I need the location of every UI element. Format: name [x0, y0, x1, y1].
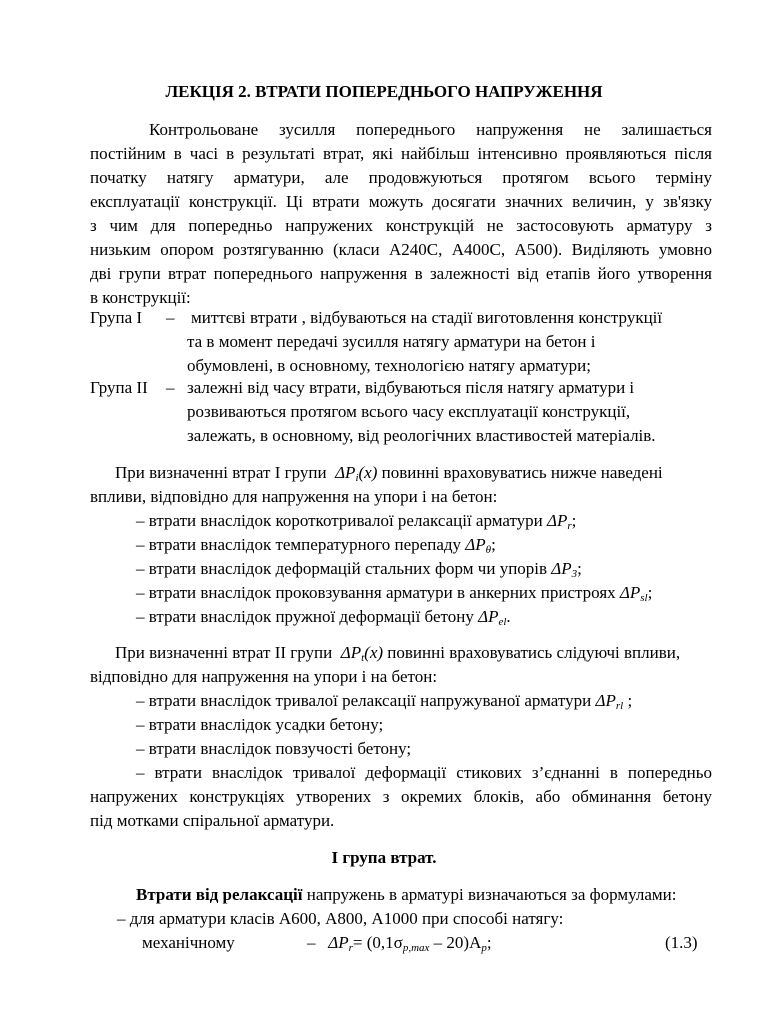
loss-item-subscript: 3: [571, 568, 578, 580]
formula-subscript: r: [348, 942, 353, 954]
delta-p-subscript: t: [361, 652, 365, 664]
group-1-label: Група I: [90, 308, 143, 327]
delta-p-symbol: ΔP: [335, 463, 356, 482]
group-2-text: розвиваються протягом всього часу експлуатації конструкції,: [187, 402, 631, 421]
loss-item-text: – втрати внаслідок короткотривалої релаксації арматури: [136, 511, 548, 530]
loss-list-item-cont: під мотками спіральної арматури.: [90, 811, 335, 830]
relax-method-label: механічному: [142, 933, 235, 952]
formula-subscript: p: [481, 942, 487, 954]
group-2-label: Група II: [90, 378, 148, 397]
group2-intro-line: [115, 641, 680, 665]
group1-intro-line: [115, 461, 663, 485]
intro-line: експлуатації конструкції. Ці втрати можуть досягати значних величин, у зв'язку: [90, 192, 712, 211]
group1-intro-text: повинні враховуватись нижче наведені: [381, 463, 663, 482]
loss-item-subscript: r: [567, 520, 572, 532]
group2-intro-text: повинні враховуватись слідуючі впливи,: [387, 643, 681, 662]
loss-list-item-cont: напружених конструкціях утворених з окремих блоків, або обминання бетону: [90, 787, 712, 806]
group2-intro-text: При визначенні втрат II групи: [115, 643, 333, 662]
loss-list-item: [136, 557, 582, 581]
loss-item-end: ;: [647, 583, 653, 602]
loss-list-item: [136, 509, 576, 533]
loss-item-subscript: el: [498, 616, 507, 628]
loss-list-item: [136, 689, 632, 713]
loss-item-subscript: θ: [485, 544, 492, 556]
relax-bold-term: Втрати від релаксації: [136, 885, 303, 904]
loss-item-symbol: ΔP: [478, 607, 499, 626]
intro-line: дві групи втрат попереднього напруження в залежності від етапів його утворення: [90, 264, 712, 283]
loss-item-end: .: [506, 607, 511, 626]
loss-list-item: [136, 605, 511, 629]
delta-p-symbol: ΔP: [340, 643, 362, 662]
loss-item-text: – втрати внаслідок температурного перепаду: [136, 535, 466, 554]
relax-intro-text: напружень в арматурі визначаються за формулами:: [302, 885, 677, 904]
loss-item-text: – втрати внаслідок деформацій стальних форм чи упорів: [136, 559, 552, 578]
loss-list-item: – втрати внаслідок тривалої деформації стикових з’єднанні в попередньо: [136, 763, 712, 782]
loss-list-item: [136, 581, 652, 605]
loss-item-subscript: rl: [615, 700, 624, 712]
loss-item-end: ;: [623, 691, 633, 710]
group-1-text: миттєві втрати , відбуваються на стадії виготовлення конструкції: [191, 308, 663, 327]
group-1-text: обумовлені, в основному, технологією натягу арматури;: [187, 356, 591, 375]
formula-end: ;: [486, 933, 492, 952]
group-1-dash: –: [166, 308, 175, 327]
relax-formula: [307, 931, 492, 955]
loss-list-item: – втрати внаслідок усадки бетону;: [136, 715, 384, 734]
intro-line: в конструкції:: [90, 288, 191, 307]
formula-subscript: p,max: [402, 942, 430, 954]
lecture-title: ЛЕКЦІЯ 2. ВТРАТИ ПОПЕРЕДНЬОГО НАПРУЖЕННЯ: [165, 82, 603, 101]
relax-class-line: – для арматури класів А600, А800, А1000 при способі натягу:: [117, 909, 564, 928]
loss-item-subscript: sl: [640, 592, 648, 604]
group1-intro-text: При визначенні втрат I групи: [115, 463, 327, 482]
formula-dash: –: [307, 933, 316, 952]
formula-body: = (0,1σ: [352, 933, 403, 952]
group2-intro-line: відповідно для напруження на упори і на бетон:: [90, 667, 438, 686]
intro-line: постійним в часі в результаті втрат, які найбільш інтенсивно проявляються після: [90, 144, 712, 163]
section-heading: I група втрат.: [331, 848, 437, 867]
intro-line: початку натягу арматури, але продовжуються протягом всього терміну: [90, 168, 712, 187]
loss-list-item: [136, 533, 496, 557]
loss-item-end: ;: [571, 511, 577, 530]
loss-item-end: ;: [577, 559, 582, 578]
loss-list-item: – втрати внаслідок повзучості бетону;: [136, 739, 412, 758]
loss-item-end: ;: [491, 535, 496, 554]
delta-p-argument: (x): [364, 643, 384, 662]
loss-item-symbol: ΔP: [595, 691, 616, 710]
formula-symbol: ΔP: [328, 933, 349, 952]
loss-item-symbol: ΔP: [465, 535, 486, 554]
intro-line: з чим для попередньо напружених конструкцій не застосовують арматуру з: [90, 216, 712, 235]
equation-number: (1.3): [665, 933, 698, 952]
delta-p-subscript: i: [355, 472, 359, 484]
loss-item-text: – втрати внаслідок тривалої релаксації напружуваної арматури: [136, 691, 596, 710]
group-2-dash: –: [166, 378, 175, 397]
formula-body: – 20)A: [429, 933, 482, 952]
delta-p-argument: (x): [358, 463, 378, 482]
loss-item-text: – втрати внаслідок проковзування арматури в анкерних пристроях: [136, 583, 620, 602]
loss-item-symbol: ΔP: [547, 511, 568, 530]
group-2-text: залежать, в основному, від реологічних властивостей матеріалів.: [187, 426, 656, 445]
intro-line: низьким опором розтягуванню (класи А240С, А400С, А500). Виділяють умовно: [90, 240, 712, 259]
relax-intro-line: [136, 883, 677, 907]
intro-line: Контрольоване зусилля попереднього напруження не залишається: [149, 120, 712, 139]
group-1-text: та в момент передачі зусилля натягу арматури на бетон і: [187, 332, 596, 351]
loss-item-symbol: ΔP: [551, 559, 572, 578]
group1-intro-line: впливи, відповідно для напруження на упори і на бетон:: [90, 487, 498, 506]
loss-item-symbol: ΔP: [619, 583, 641, 602]
group-2-text: залежні від часу втрати, відбуваються після натягу арматури і: [187, 378, 635, 397]
loss-item-text: – втрати внаслідок пружної деформації бетону: [136, 607, 479, 626]
